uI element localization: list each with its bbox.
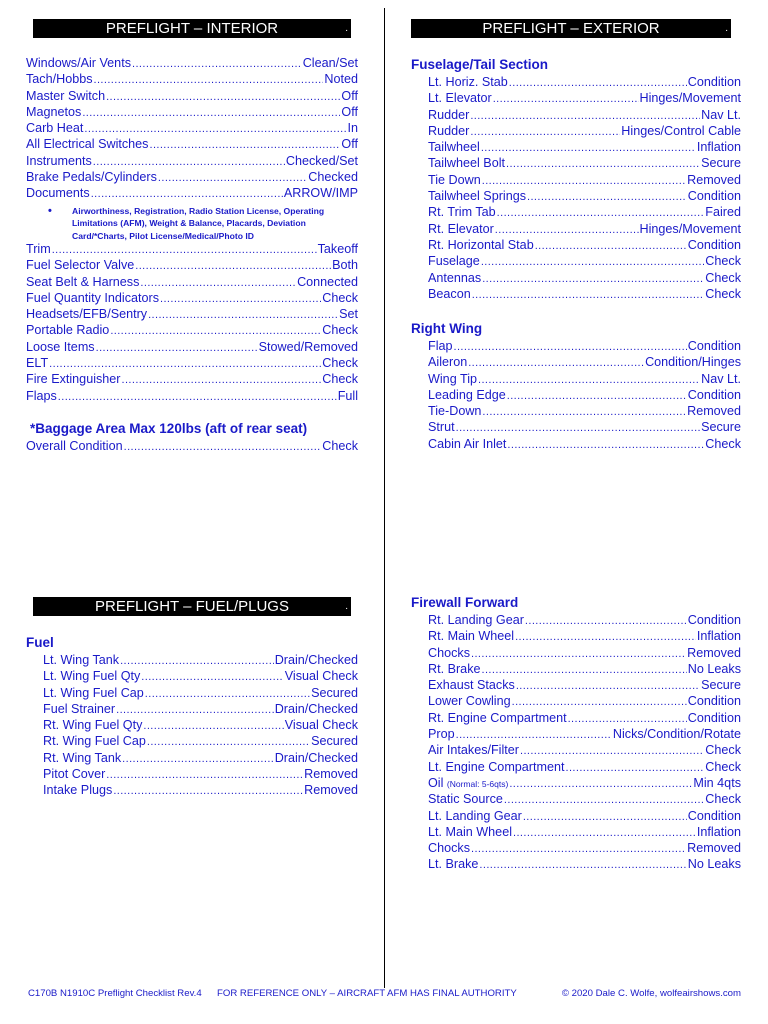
documents-note <box>26 205 358 242</box>
row-value: Removed <box>687 172 741 187</box>
row-item: Rudder <box>428 107 470 122</box>
row-value: Checked <box>308 170 358 185</box>
fuel-section-title: Fuel <box>26 635 54 650</box>
interior-list-2 <box>26 241 358 404</box>
row-value: No Leaks <box>687 857 741 872</box>
row-item: Leading Edge <box>428 387 506 402</box>
fuselage-list <box>428 74 741 302</box>
checklist-row <box>26 290 358 306</box>
row-item: Fuselage <box>428 254 480 269</box>
footer-center: FOR REFERENCE ONLY – AIRCRAFT AFM HAS FINAL AUTHORITY <box>217 988 517 999</box>
checklist-row <box>26 355 358 371</box>
leader-dots <box>468 355 644 370</box>
checklist-row <box>43 766 358 782</box>
row-item: All Electrical Switches <box>26 137 149 152</box>
row-value: Removed <box>304 783 358 798</box>
checklist-row <box>428 856 741 872</box>
row-value: Drain/Checked <box>274 750 358 765</box>
checklist-row <box>43 652 358 668</box>
row-value: Check <box>705 759 741 774</box>
checklist-row <box>26 120 358 136</box>
row-value: Nav Lt. <box>701 107 741 122</box>
row-item: Lt. Horiz. Stab <box>428 75 508 89</box>
row-item: Fire Extinguisher <box>26 372 121 387</box>
interior-list <box>26 55 358 202</box>
row-item: Oil <box>428 775 444 790</box>
checklist-row <box>428 155 741 171</box>
checklist-row <box>26 185 358 201</box>
checklist-row <box>26 339 358 355</box>
leader-dots <box>471 841 686 856</box>
leader-dots <box>509 776 692 791</box>
row-item: Tach/Hobbs <box>26 72 93 87</box>
row-value: Condition <box>687 387 741 402</box>
row-item: Tie-Down <box>428 404 482 419</box>
row-item: Seat Belt & Harness <box>26 274 140 289</box>
leader-dots <box>523 809 687 824</box>
leader-dots <box>110 323 321 338</box>
row-item: Rt. Landing Gear <box>428 613 524 627</box>
checklist-row <box>428 139 741 155</box>
row-item: Strut <box>428 420 455 435</box>
leader-dots <box>49 356 321 371</box>
row-item: Static Source <box>428 792 503 807</box>
bullet-icon: • <box>48 205 52 217</box>
leader-dots <box>497 205 705 220</box>
leader-dots <box>525 613 687 628</box>
checklist-row <box>26 306 358 322</box>
leader-dots <box>94 72 324 87</box>
row-item: Beacon <box>428 286 471 301</box>
row-value: Removed <box>687 645 741 660</box>
leader-dots <box>535 238 687 253</box>
leader-dots <box>506 156 700 171</box>
row-item: Aileron <box>428 355 468 370</box>
checklist-row <box>428 74 741 90</box>
row-value: Condition <box>687 710 741 725</box>
row-item: Rt. Wing Fuel Qty <box>43 718 143 733</box>
leader-dots <box>495 222 639 237</box>
row-value: Condition <box>687 75 741 89</box>
checklist-row <box>43 750 358 766</box>
column-divider <box>384 8 385 988</box>
leader-dots <box>91 186 283 201</box>
row-value: Hinges/Control Cable <box>621 123 741 138</box>
checklist-row <box>26 322 358 338</box>
row-item-note: (Normal: 5-6qts) <box>446 778 509 789</box>
row-value: ARROW/IMP <box>283 186 358 201</box>
row-value: Condition <box>687 189 741 204</box>
row-value: Inflation <box>696 824 741 839</box>
row-item: Antennas <box>428 270 482 285</box>
checklist-row <box>428 237 741 253</box>
leader-dots <box>141 669 283 684</box>
checklist-row <box>428 90 741 106</box>
row-value: Set <box>339 307 358 322</box>
leader-dots <box>482 662 687 677</box>
leader-dots <box>520 743 704 758</box>
checklist-row <box>26 257 358 273</box>
leader-dots <box>135 258 331 273</box>
leader-dots <box>454 339 687 354</box>
leader-dots <box>482 271 704 286</box>
leader-dots <box>132 56 302 71</box>
row-value: Off <box>341 137 358 152</box>
row-value: Check <box>705 286 741 301</box>
row-item: Lt. Elevator <box>428 91 492 106</box>
checklist-row <box>428 354 741 370</box>
checklist-row <box>43 782 358 798</box>
row-value: Drain/Checked <box>274 701 358 716</box>
checklist-row <box>428 253 741 269</box>
leader-dots <box>509 75 687 90</box>
checklist-row <box>26 88 358 104</box>
row-value: Inflation <box>696 629 741 644</box>
leader-dots <box>507 388 687 403</box>
row-value: No Leaks <box>687 661 741 676</box>
right-wing-list <box>428 338 741 452</box>
firewall-title: Firewall Forward <box>411 595 519 610</box>
leader-dots <box>93 154 285 169</box>
checklist-row <box>26 136 358 152</box>
leader-dots <box>456 727 612 742</box>
row-item: Rudder <box>428 123 470 138</box>
row-value: Drain/Checked <box>274 653 358 667</box>
row-item: Rt. Wing Tank <box>43 750 122 765</box>
checklist-row <box>26 169 358 185</box>
checklist-row <box>26 438 358 454</box>
row-item: ELT <box>26 356 49 371</box>
row-value: Off <box>341 104 358 119</box>
leader-dots <box>106 767 303 782</box>
row-item: Master Switch <box>26 88 106 103</box>
row-value: Removed <box>304 767 358 782</box>
row-value: Clean/Set <box>302 56 358 70</box>
checklist-row <box>43 717 358 733</box>
checklist-row <box>428 107 741 123</box>
checklist-row <box>428 645 741 661</box>
exterior-header-title: PREFLIGHT – EXTERIOR <box>482 20 660 37</box>
row-value: Check <box>705 270 741 285</box>
checklist-row <box>428 188 741 204</box>
checklist-row <box>26 388 358 404</box>
row-value: Faired <box>705 205 741 220</box>
checklist-row <box>428 123 741 139</box>
interior-header-title: PREFLIGHT – INTERIOR <box>105 20 279 37</box>
checklist-row <box>428 338 741 354</box>
leader-dots <box>472 287 705 302</box>
leader-dots <box>122 751 274 766</box>
footer-left: C170B N1910C Preflight Checklist Rev.4 <box>28 988 202 999</box>
checklist-row <box>428 808 741 824</box>
row-item: Fuel Selector Valve <box>26 258 135 273</box>
row-item: Trim <box>26 242 51 256</box>
row-value: Check <box>322 372 358 387</box>
row-value: Check <box>705 792 741 807</box>
row-item: Magnetos <box>26 104 82 119</box>
row-item: Prop <box>428 727 455 742</box>
interior-header <box>33 19 351 38</box>
row-value: Both <box>332 258 358 273</box>
row-item: Pitot Cover <box>43 767 106 782</box>
leader-dots <box>58 389 337 404</box>
row-value: Condition/Hinges <box>645 355 741 370</box>
leader-dots <box>143 718 283 733</box>
row-value: Min 4qts <box>693 775 741 790</box>
checklist-row <box>428 612 741 628</box>
row-value: Secured <box>311 685 358 700</box>
checklist-row <box>428 436 741 452</box>
row-item: Portable Radio <box>26 323 110 338</box>
row-value: Connected <box>297 274 358 289</box>
checklist-row <box>428 419 741 435</box>
checklist-row <box>428 840 741 856</box>
leader-dots <box>507 437 704 452</box>
row-item: Windows/Air Vents <box>26 56 131 70</box>
row-item: Rt. Brake <box>428 661 481 676</box>
checklist-row <box>428 710 741 726</box>
row-value: Removed <box>687 404 741 419</box>
checklist-row <box>428 628 741 644</box>
leader-dots <box>515 629 696 644</box>
footer-right: © 2020 Dale C. Wolfe, wolfeairshows.com <box>561 988 741 999</box>
leader-dots <box>479 857 686 872</box>
row-item: Fuel Quantity Indicators <box>26 290 159 305</box>
leader-dots <box>147 734 310 749</box>
leader-dots <box>481 254 704 269</box>
row-value: Removed <box>687 841 741 856</box>
row-value: Check <box>705 743 741 758</box>
row-value: Nav Lt. <box>701 371 741 386</box>
leader-dots <box>456 420 700 435</box>
checklist-row <box>428 775 741 791</box>
checklist-row <box>43 685 358 701</box>
leader-dots <box>568 711 687 726</box>
checklist-row <box>43 668 358 684</box>
leader-dots <box>470 108 700 123</box>
row-item: Exhaust Stacks <box>428 678 515 693</box>
row-item: Tailwheel Bolt <box>428 156 506 171</box>
row-value: Check <box>322 323 358 338</box>
checklist-row <box>428 726 741 742</box>
leader-dots <box>148 307 338 322</box>
row-value: Secure <box>701 420 741 435</box>
row-item: Carb Heat <box>26 121 84 136</box>
leader-dots <box>120 653 274 668</box>
row-item: Tailwheel Springs <box>428 189 527 204</box>
row-item: Lt. Brake <box>428 857 479 872</box>
leader-dots <box>140 275 296 290</box>
row-value: Secure <box>701 678 741 693</box>
row-item: Loose Items <box>26 339 95 354</box>
interior-header-dot: . <box>345 23 348 34</box>
row-item: Rt. Main Wheel <box>428 629 515 644</box>
leader-dots <box>481 140 696 155</box>
checklist-row <box>26 274 358 290</box>
leader-dots <box>471 646 686 661</box>
leader-dots <box>513 825 696 840</box>
row-item: Instruments <box>26 153 92 168</box>
leader-dots <box>160 291 321 306</box>
leader-dots <box>124 439 322 454</box>
row-item: Lt. Engine Compartment <box>428 759 565 774</box>
fuel-list <box>43 652 358 799</box>
exterior-header <box>411 19 731 38</box>
row-value: Check <box>705 436 741 451</box>
leader-dots <box>566 760 705 775</box>
leader-dots <box>482 404 686 419</box>
row-item: Air Intakes/Filter <box>428 743 519 758</box>
leader-dots <box>116 702 274 717</box>
fuel-plugs-header-dot: . <box>345 601 348 612</box>
row-value: Full <box>337 388 358 403</box>
leader-dots <box>149 137 340 152</box>
row-value: Visual Check <box>284 669 358 684</box>
leader-dots <box>106 89 340 104</box>
row-value: Check <box>705 254 741 269</box>
row-value: Stowed/Removed <box>258 339 358 354</box>
checklist-row <box>428 693 741 709</box>
row-value: Inflation <box>696 140 741 155</box>
row-value: Noted <box>324 72 358 87</box>
checklist-row <box>428 759 741 775</box>
row-item: Chocks <box>428 645 470 660</box>
documents-note-text: Airworthiness, Registration, Radio Station License, Operating Limitations (AFM), Weight & Balance, Placards, Deviation Card/*Charts, Pilot License/Medical/Photo ID <box>72 206 325 241</box>
checklist-row <box>43 701 358 717</box>
leader-dots <box>527 189 687 204</box>
right-wing-title: Right Wing <box>411 321 483 336</box>
row-item: Lt. Wing Fuel Qty <box>43 669 141 684</box>
checklist-row <box>428 286 741 302</box>
checklist-row <box>428 677 741 693</box>
checklist-row <box>43 733 358 749</box>
checklist-row <box>428 824 741 840</box>
row-item: Lt. Wing Fuel Cap <box>43 685 144 700</box>
checklist-row <box>428 172 741 188</box>
leader-dots <box>96 340 258 355</box>
row-item: Overall Condition <box>26 439 123 453</box>
checklist-row <box>428 403 741 419</box>
leader-dots <box>493 91 639 106</box>
fuel-plugs-header <box>33 597 351 616</box>
baggage-list <box>26 438 358 454</box>
row-value: In <box>347 121 358 136</box>
row-value: Off <box>341 88 358 103</box>
leader-dots <box>145 686 310 701</box>
checklist-row <box>26 241 358 257</box>
firewall-list <box>428 612 741 873</box>
leader-dots <box>516 678 700 693</box>
row-value: Checked/Set <box>285 153 358 168</box>
row-value: Check <box>322 290 358 305</box>
row-item: Tailwheel <box>428 140 480 155</box>
checklist-row <box>428 661 741 677</box>
row-value: Hinges/Movement <box>639 221 741 236</box>
row-value: Nicks/Condition/Rotate <box>612 727 741 742</box>
checklist-row <box>26 71 358 87</box>
leader-dots <box>482 173 686 188</box>
checklist-row <box>428 387 741 403</box>
row-value: Secure <box>701 156 741 171</box>
leader-dots <box>478 372 700 387</box>
leader-dots <box>122 372 322 387</box>
row-value: Condition <box>687 694 741 709</box>
checklist-row <box>26 104 358 120</box>
checklist-row <box>428 742 741 758</box>
exterior-header-dot: . <box>725 23 728 34</box>
row-item: Flaps <box>26 388 57 403</box>
row-item: Rt. Elevator <box>428 221 494 236</box>
row-item: Flap <box>428 339 453 353</box>
checklist-row <box>428 371 741 387</box>
leader-dots <box>158 170 307 185</box>
leader-dots <box>470 124 620 139</box>
checklist-row <box>26 153 358 169</box>
row-item: Chocks <box>428 841 470 856</box>
row-item: Intake Plugs <box>43 783 113 798</box>
checklist-row <box>26 55 358 71</box>
row-value: Hinges/Movement <box>639 91 741 106</box>
baggage-title: *Baggage Area Max 120lbs (aft of rear seat) <box>30 421 308 436</box>
row-item: Rt. Horizontal Stab <box>428 237 534 252</box>
checklist-row <box>428 270 741 286</box>
leader-dots <box>113 783 303 798</box>
checklist-row <box>428 221 741 237</box>
row-item: Rt. Trim Tab <box>428 205 496 220</box>
row-item: Rt. Wing Fuel Cap <box>43 734 146 749</box>
fuel-plugs-header-title: PREFLIGHT – FUEL/PLUGS <box>95 598 289 615</box>
row-value: Check <box>322 356 358 371</box>
row-value: Condition <box>687 237 741 252</box>
row-item: Lower Cowling <box>428 694 511 709</box>
row-value: Condition <box>687 339 741 353</box>
row-item: Wing Tip <box>428 371 477 386</box>
leader-dots <box>52 242 317 257</box>
leader-dots <box>512 694 687 709</box>
row-item: Documents <box>26 186 90 201</box>
row-item: Cabin Air Inlet <box>428 436 507 451</box>
row-item: Lt. Landing Gear <box>428 808 522 823</box>
row-item: Rt. Engine Compartment <box>428 710 567 725</box>
row-item: Fuel Strainer <box>43 701 116 716</box>
row-value: Visual Check <box>284 718 358 733</box>
leader-dots <box>84 121 346 136</box>
row-value: Condition <box>687 808 741 823</box>
checklist-row <box>428 791 741 807</box>
row-value: Condition <box>687 613 741 627</box>
row-item: Lt. Wing Tank <box>43 653 120 667</box>
leader-dots <box>82 105 340 120</box>
row-value: Takeoff <box>317 242 358 256</box>
row-value: Check <box>322 439 358 453</box>
row-item: Headsets/EFB/Sentry <box>26 307 148 322</box>
checklist-row <box>26 371 358 387</box>
row-item: Brake Pedals/Cylinders <box>26 170 157 185</box>
checklist-row <box>428 204 741 220</box>
leader-dots <box>504 792 704 807</box>
row-value: Secured <box>311 734 358 749</box>
fuselage-title: Fuselage/Tail Section <box>411 57 549 72</box>
row-item: Lt. Main Wheel <box>428 824 512 839</box>
row-item: Tie Down <box>428 172 481 187</box>
